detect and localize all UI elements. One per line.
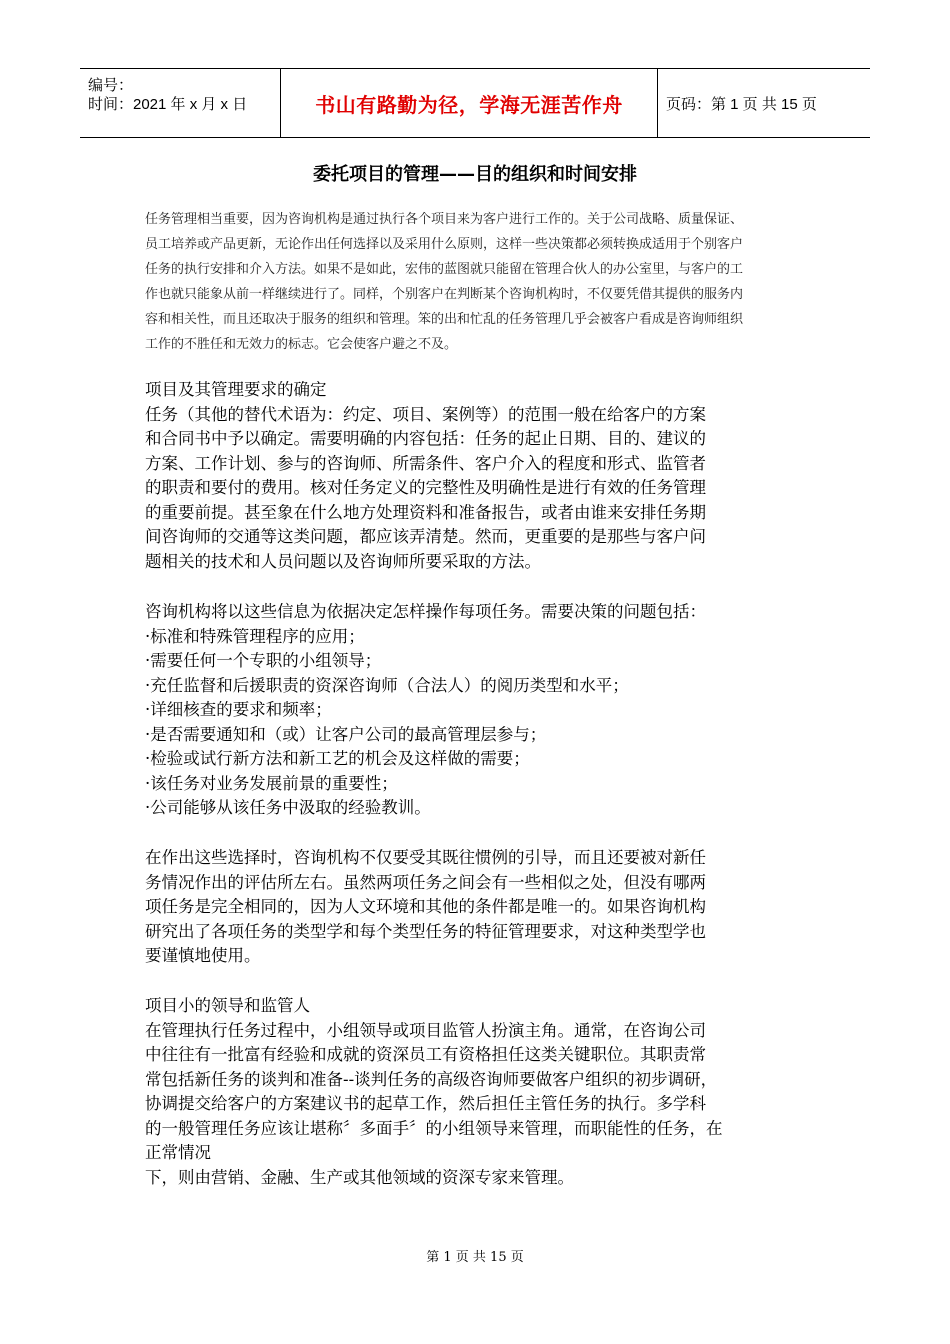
body-line: 题相关的技术和人员问题以及咨询师所要采取的方法。 bbox=[145, 551, 541, 571]
intro-line: 员工培养或产品更新，无论作出任何选择以及采用什么原则，这样一些决策都必须转换成适用于个别客户 bbox=[145, 237, 744, 252]
header-page-info: 页码：第 1 页 共 15 页 bbox=[666, 95, 817, 113]
body-line: 下，则由营销、金融、生产或其他领域的资深专家来管理。 bbox=[145, 1167, 574, 1187]
body-line: 任务（其他的替代术语为：约定、项目、案例等）的范围一般在给客户的方案 bbox=[145, 404, 706, 424]
body-line: 间咨询师的交通等这类问题，都应该弄清楚。然而，更重要的是那些与客户问 bbox=[145, 527, 706, 546]
bullet-item: ·详细核查的要求和频率； bbox=[145, 700, 332, 719]
bullet-item: ·该任务对业务发展前景的重要性； bbox=[145, 773, 398, 793]
section-heading: 项目小的领导和监管人 bbox=[145, 996, 310, 1015]
section-heading: 项目及其管理要求的确定 bbox=[145, 380, 327, 399]
page-footer: 第 1 页 共 15 页 bbox=[426, 1250, 524, 1265]
bullet-item: ·标准和特殊管理程序的应用； bbox=[145, 626, 365, 646]
body-line: 方案、工作计划、参与的咨询师、所需条件、客户介入的程度和形式、监管者 bbox=[145, 453, 706, 473]
bullet-item: ·检验或试行新方法和新工艺的机会及这样做的需要； bbox=[145, 749, 530, 768]
body-line: 和合同书中予以确定。需要明确的内容包括：任务的起止日期、目的、建议的 bbox=[145, 429, 706, 448]
bullet-item: ·需要任何一个专职的小组领导； bbox=[145, 651, 382, 670]
section-decision-issues bbox=[145, 600, 825, 821]
intro-line: 作也就只能象从前一样继续进行了。同样，个别客户在判断某个咨询机构时，不仅要凭借其提供的服务内 bbox=[145, 287, 744, 302]
document-title: 委托项目的管理——目的组织和时间安排 bbox=[313, 164, 637, 185]
body-line: 正常情况 bbox=[145, 1143, 211, 1162]
document-time-label: 时间：2021 年 x 月 x 日 bbox=[88, 96, 248, 113]
header-table bbox=[80, 68, 870, 138]
body-line: 要谨慎地使用。 bbox=[145, 946, 261, 965]
body-line: 协调提交给客户的方案建议书的起草工作，然后担任主管任务的执行。多学科 bbox=[145, 1094, 706, 1113]
header-motto-cell bbox=[281, 69, 658, 137]
header-info-cell bbox=[80, 69, 281, 137]
body-line: 项任务是完全相同的，因为人文环境和其他的条件都是唯一的。如果咨询机构 bbox=[145, 897, 706, 916]
body-line: 的一般管理任务应该让堪称〞多面手〞的小组领导来管理，而职能性的任务，在 bbox=[145, 1118, 723, 1138]
section-choices bbox=[145, 846, 825, 969]
body-line: 在作出这些选择时，咨询机构不仅要受其既往惯例的引导，而且还要被对新任 bbox=[145, 848, 706, 867]
bullet-item: ·是否需要通知和（或）让客户公司的最高管理层参与； bbox=[145, 724, 547, 744]
bullet-item: ·充任监督和后援职责的资深咨询师（合法人）的阅历类型和水平； bbox=[145, 675, 629, 695]
section-leaders bbox=[145, 994, 825, 1190]
header-motto: 书山有路勤为径，学海无涯苦作舟 bbox=[315, 92, 623, 117]
body-line: 研究出了各项任务的类型学和每个类型任务的特征管理要求，对这种类型学也 bbox=[145, 921, 706, 941]
intro-line: 任务的执行安排和介入方法。如果不是如此，宏伟的蓝图就只能留在管理合伙人的办公室里，与客户的工 bbox=[145, 262, 744, 277]
body-line: 的职责和要付的费用。核对任务定义的完整性及明确性是进行有效的任务管理 bbox=[145, 478, 706, 497]
intro-paragraph bbox=[145, 207, 815, 357]
section-project-requirements bbox=[145, 378, 825, 574]
intro-line: 容和相关性，而且还取决于服务的组织和管理。笨的出和忙乱的任务管理几乎会被客户看成是咨询师组织 bbox=[145, 312, 744, 327]
body-line: 在管理执行任务过程中，小组领导或项目监管人扮演主角。通常，在咨询公司 bbox=[145, 1020, 706, 1040]
intro-line: 工作的不胜任和无效力的标志。它会使客户避之不及。 bbox=[145, 337, 458, 352]
body-line: 中往往有一批富有经验和成就的资深员工有资格担任这类关键职位。其职责常 bbox=[145, 1045, 706, 1064]
bullet-item: ·公司能够从该任务中汲取的经验教训。 bbox=[145, 798, 431, 817]
intro-line: 任务管理相当重要，因为咨询机构是通过执行各个项目来为客户进行工作的。关于公司战略、质量保证、 bbox=[145, 212, 744, 227]
body-line: 咨询机构将以这些信息为依据决定怎样操作每项任务。需要决策的问题包括： bbox=[145, 602, 706, 621]
body-line: 的重要前提。甚至象在什么地方处理资料和准备报告，或者由谁来安排任务期 bbox=[145, 502, 706, 522]
body-line: 务情况作出的评估所左右。虽然两项任务之间会有一些相似之处，但没有哪两 bbox=[145, 872, 706, 892]
document-number-label: 编号： bbox=[88, 77, 134, 94]
body-line: 常包括新任务的谈判和准备--谈判任务的高级咨询师要做客户组织的初步调研， bbox=[145, 1069, 718, 1089]
